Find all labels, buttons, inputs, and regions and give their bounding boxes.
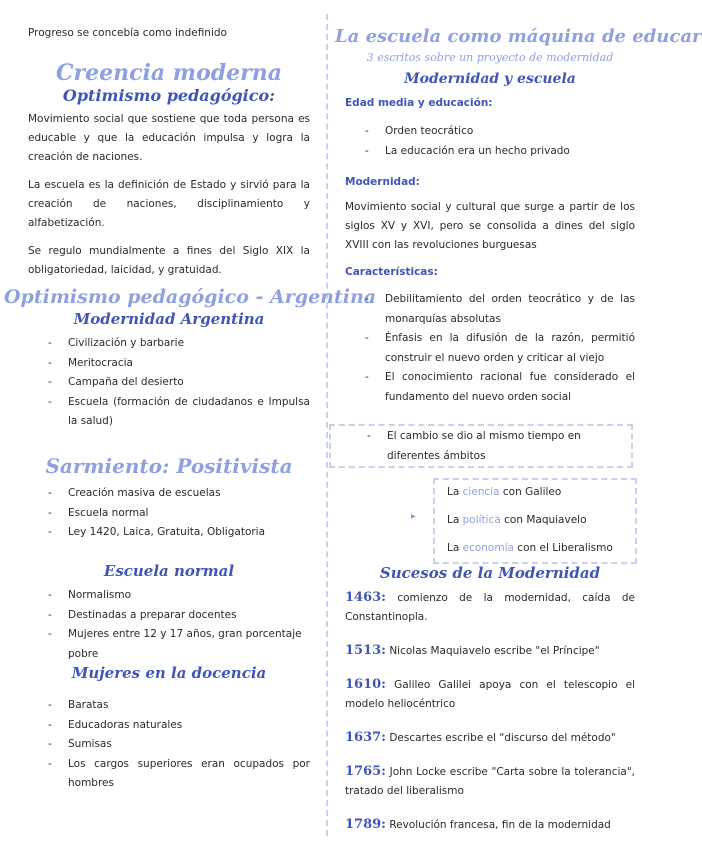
event-item: 1637: Descartes escribe el "discurso del método" bbox=[345, 730, 616, 745]
main-title: La escuela como máquina de educar bbox=[335, 26, 702, 47]
list-item: - Civilización y barbarie bbox=[28, 334, 310, 354]
edad-media-list bbox=[345, 122, 635, 161]
ambito-economia: La economía con el Liberalismo bbox=[447, 542, 613, 554]
list-item: - Debilitamiento del orden teocrático y de las monarquías absolutas bbox=[345, 290, 635, 329]
list-item: - Campaña del desierto bbox=[28, 373, 310, 393]
list-item: - Destinadas a preparar docentes bbox=[28, 606, 310, 626]
mujeres-list bbox=[28, 696, 310, 794]
main-subtitle: 3 escritos sobre un proyecto de modernidad bbox=[366, 51, 614, 64]
list-item: - Ley 1420, Laica, Gratuita, Obligatoria bbox=[28, 523, 310, 543]
caracteristicas-heading: Características: bbox=[345, 266, 438, 278]
list-item: - El cambio se dio al mismo tiempo en diferentes ámbitos bbox=[347, 427, 629, 466]
ambito-politica: La política con Maquiavelo bbox=[447, 514, 587, 526]
list-item: - La educación era un hecho privado bbox=[345, 142, 635, 162]
paragraph-2: La escuela es la definición de Estado y sirvió para la creación de naciones, disciplinamiento y alfabetización. bbox=[28, 179, 310, 229]
modernidad-heading: Modernidad: bbox=[345, 176, 420, 188]
edad-media-heading: Edad media y educación: bbox=[345, 97, 493, 109]
cambio-box bbox=[329, 424, 633, 468]
argentina-list bbox=[28, 334, 310, 432]
creencia-title: Creencia moderna bbox=[56, 60, 282, 86]
list-item: - Normalismo bbox=[28, 586, 310, 606]
event-item: 1765: John Locke escribe "Carta sobre la tolerancia", tratado del liberalismo bbox=[345, 764, 635, 797]
event-item: 1789: Revolución francesa, fin de la modernidad bbox=[345, 817, 611, 832]
caracteristicas-list bbox=[345, 290, 635, 407]
list-item: - Escuela normal bbox=[28, 504, 310, 524]
paragraph-3: Se regulo mundialmente a fines del Siglo XIX la obligatoriedad, laicidad, y gratuidad. bbox=[28, 245, 310, 276]
list-item: - Creación masiva de escuelas bbox=[28, 484, 310, 504]
modernidad-argentina-title: Modernidad Argentina bbox=[73, 310, 265, 328]
list-item: - Meritocracia bbox=[28, 354, 310, 374]
mujeres-title: Mujeres en la docencia bbox=[71, 664, 267, 682]
list-item: - Sumisas bbox=[28, 735, 310, 755]
event-item: 1513: Nicolas Maquiavelo escribe "el Príncipe" bbox=[345, 643, 600, 658]
list-item: - Énfasis en la difusión de la razón, permitió construir el nuevo orden y criticar al viejo bbox=[345, 329, 635, 368]
ambito-ciencia: La ciencia con Galileo bbox=[447, 486, 562, 498]
sucesos-title: Sucesos de la Modernidad bbox=[379, 564, 601, 582]
paragraph-1: Movimiento social que sostiene que toda persona es educable y que la educación impulsa y logra la creación de naciones. bbox=[28, 113, 310, 163]
list-item: - Mujeres entre 12 y 17 años, gran porcentaje pobre bbox=[28, 625, 310, 664]
list-item: - Baratas bbox=[28, 696, 310, 716]
event-item: 1463: comienzo de la modernidad, caída de Constantinopla. bbox=[345, 590, 635, 623]
list-item: - Escuela (formación de ciudadanos e Impulsa la salud) bbox=[28, 393, 310, 432]
escuela-normal-title: Escuela normal bbox=[103, 562, 235, 580]
sarmiento-list bbox=[28, 484, 310, 543]
normal-list bbox=[28, 586, 310, 664]
list-item: - Orden teocrático bbox=[345, 122, 635, 142]
column-divider bbox=[326, 14, 328, 836]
events-list bbox=[345, 588, 635, 835]
argentina-title: Optimismo pedagógico - Argentina bbox=[4, 286, 377, 308]
event-item: 1610: Galileo Galilei apoya con el telescopio el modelo heliocéntrico bbox=[345, 677, 635, 710]
modernidad-paragraph: Movimiento social y cultural que surge a partir de los siglos XV y XVI, pero se consolida a dines del siglo XVIII con las revoluciones burguesas bbox=[345, 201, 635, 251]
modernidad-escuela-title: Modernidad y escuela bbox=[404, 71, 576, 87]
intro-text: Progreso se concebía como indefinido bbox=[28, 27, 227, 39]
sarmiento-title: Sarmiento: Positivista bbox=[45, 454, 293, 478]
list-item: - Los cargos superiores eran ocupados por hombres bbox=[28, 755, 310, 794]
list-item: - Educadoras naturales bbox=[28, 716, 310, 736]
ambitos-box bbox=[433, 478, 637, 564]
optimismo-title: Optimismo pedagógico: bbox=[62, 86, 276, 105]
list-item: - El conocimiento racional fue considerado el fundamento del nuevo orden social bbox=[345, 368, 635, 407]
arrow-icon: ▸ bbox=[411, 511, 417, 522]
